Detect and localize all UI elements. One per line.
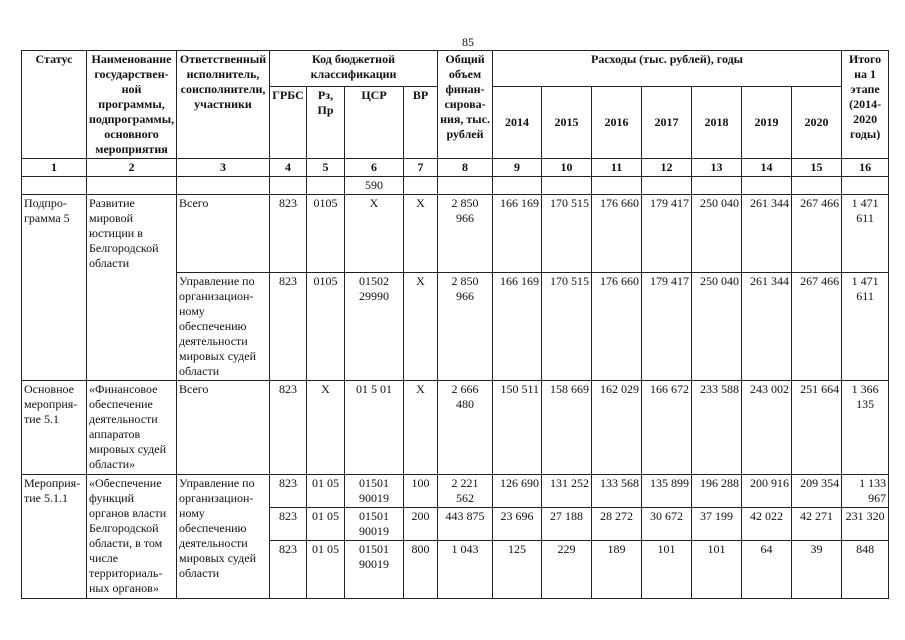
- header-name: Наименование государствен- ной программы, подпрограммы, основного мероприятия: [87, 51, 177, 159]
- header-total-volume: Общий объем финан- сирова- ния, тыс. рублей: [438, 51, 493, 159]
- cell-year-value: 150 511: [493, 381, 542, 475]
- header-rzpr: Рз, Пр: [307, 87, 345, 159]
- cell-year-value: 261 344: [742, 195, 792, 273]
- cell-year-value: 42 022: [742, 508, 792, 541]
- cell-year-value: 170 515: [542, 273, 592, 381]
- cell-total: 443 875: [438, 508, 493, 541]
- cell-rzpr: 0105: [307, 273, 345, 381]
- cell-vr: X: [404, 381, 438, 475]
- cell-rzpr: 01 05: [307, 508, 345, 541]
- header-itogo: Итого на 1 этапе (2014- 2020 годы): [842, 51, 889, 159]
- cell-year-value: 131 252: [542, 475, 592, 508]
- cell-year-value: 64: [742, 541, 792, 599]
- cell-itogo: 1 366 135: [842, 381, 889, 475]
- cell-itogo: 1 133 967: [842, 475, 889, 508]
- csr-note-row: [22, 177, 889, 195]
- row-name: Развитие мировой юстиции в Белгородской области: [87, 195, 177, 381]
- header-grbs: ГРБС: [270, 87, 307, 159]
- cell-total: 2 221 562: [438, 475, 493, 508]
- row-status: Мероприя- тие 5.1.1: [22, 475, 87, 599]
- budget-table: [21, 50, 889, 599]
- cell-total: 2 666 480: [438, 381, 493, 475]
- cell-grbs: 823: [270, 381, 307, 475]
- cell-year-value: 209 354: [792, 475, 842, 508]
- cell-year-value: 27 188: [542, 508, 592, 541]
- header-executor: Ответственный исполнитель, соисполнители, участники: [177, 51, 270, 159]
- cell-year-value: 251 664: [792, 381, 842, 475]
- cell-grbs: 823: [270, 195, 307, 273]
- cell-year-value: 126 690: [493, 475, 542, 508]
- row-executor: Всего: [177, 195, 270, 273]
- row-status: Основное мероприя- тие 5.1: [22, 381, 87, 475]
- column-number: 4: [270, 159, 307, 177]
- table-row: [22, 475, 889, 508]
- column-number: 8: [438, 159, 493, 177]
- column-number: 5: [307, 159, 345, 177]
- column-number: 2: [87, 159, 177, 177]
- cell-total: 1 043: [438, 541, 493, 599]
- row-executor: Управление по организацион- ному обеспечению деятельности мировых судей области: [177, 475, 270, 599]
- cell-year-value: 267 466: [792, 195, 842, 273]
- column-number: 14: [742, 159, 792, 177]
- header-expenses: Расходы (тыс. рублей), годы: [493, 51, 842, 87]
- header-year: 2020: [792, 87, 842, 159]
- header-kbk: Код бюджетной классификации: [270, 51, 438, 87]
- cell-year-value: 243 002: [742, 381, 792, 475]
- cell-itogo: 1 471 611: [842, 273, 889, 381]
- column-number: 15: [792, 159, 842, 177]
- cell-rzpr: 01 05: [307, 541, 345, 599]
- cell-year-value: 101: [692, 541, 742, 599]
- cell-year-value: 166 672: [642, 381, 692, 475]
- cell-year-value: 176 660: [592, 273, 642, 381]
- cell-vr: 200: [404, 508, 438, 541]
- column-numbers-row: [22, 159, 889, 177]
- cell-year-value: 101: [642, 541, 692, 599]
- row-executor: Всего: [177, 381, 270, 475]
- column-number: 12: [642, 159, 692, 177]
- cell-csr: 01501 90019: [345, 508, 404, 541]
- cell-csr: 01 5 01: [345, 381, 404, 475]
- cell-year-value: 189: [592, 541, 642, 599]
- cell-year-value: 162 029: [592, 381, 642, 475]
- cell-year-value: 170 515: [542, 195, 592, 273]
- header-year: 2018: [692, 87, 742, 159]
- header-year: 2017: [642, 87, 692, 159]
- cell-vr: X: [404, 195, 438, 273]
- cell-year-value: 179 417: [642, 273, 692, 381]
- csr-note: 590: [345, 177, 404, 195]
- cell-vr: X: [404, 273, 438, 381]
- cell-year-value: 135 899: [642, 475, 692, 508]
- cell-grbs: 823: [270, 508, 307, 541]
- cell-year-value: 133 568: [592, 475, 642, 508]
- cell-year-value: 166 169: [493, 195, 542, 273]
- cell-csr: 01501 90019: [345, 541, 404, 599]
- column-number: 13: [692, 159, 742, 177]
- cell-year-value: 196 288: [692, 475, 742, 508]
- cell-year-value: 233 588: [692, 381, 742, 475]
- cell-year-value: 39: [792, 541, 842, 599]
- cell-rzpr: 0105: [307, 195, 345, 273]
- cell-itogo: 848: [842, 541, 889, 599]
- cell-year-value: 250 040: [692, 195, 742, 273]
- row-executor: Управление по организацион- ному обеспечению деятельности мировых судей области: [177, 273, 270, 381]
- header-year: 2016: [592, 87, 642, 159]
- column-number: 3: [177, 159, 270, 177]
- cell-year-value: 179 417: [642, 195, 692, 273]
- column-number: 10: [542, 159, 592, 177]
- table-row: [22, 195, 889, 273]
- cell-csr: 01501 90019: [345, 475, 404, 508]
- cell-vr: 100: [404, 475, 438, 508]
- page-number: 85: [462, 35, 474, 49]
- cell-vr: 800: [404, 541, 438, 599]
- row-status: Подпро- грамма 5: [22, 195, 87, 381]
- cell-total: 2 850 966: [438, 273, 493, 381]
- column-number: 1: [22, 159, 87, 177]
- column-number: 7: [404, 159, 438, 177]
- cell-year-value: 176 660: [592, 195, 642, 273]
- cell-year-value: 250 040: [692, 273, 742, 381]
- header-year: 2014: [493, 87, 542, 159]
- cell-csr: X: [345, 195, 404, 273]
- row-name: «Финансовое обеспечение деятельности аппаратов мировых судей области»: [87, 381, 177, 475]
- cell-rzpr: X: [307, 381, 345, 475]
- header-year: 2019: [742, 87, 792, 159]
- cell-year-value: 158 669: [542, 381, 592, 475]
- row-name: «Обеспечение функций органов власти Белгородской области, в том числе территориаль- ных органов»: [87, 475, 177, 599]
- column-number: 9: [493, 159, 542, 177]
- column-number: 11: [592, 159, 642, 177]
- cell-itogo: 1 471 611: [842, 195, 889, 273]
- header-vr: ВР: [404, 87, 438, 159]
- cell-year-value: 200 916: [742, 475, 792, 508]
- column-number: 6: [345, 159, 404, 177]
- cell-year-value: 28 272: [592, 508, 642, 541]
- cell-grbs: 823: [270, 541, 307, 599]
- cell-year-value: 42 271: [792, 508, 842, 541]
- cell-year-value: 166 169: [493, 273, 542, 381]
- column-number: 16: [842, 159, 889, 177]
- cell-year-value: 229: [542, 541, 592, 599]
- header-year: 2015: [542, 87, 592, 159]
- header-csr: ЦСР: [345, 87, 404, 159]
- cell-year-value: 37 199: [692, 508, 742, 541]
- cell-year-value: 23 696: [493, 508, 542, 541]
- header-status: Статус: [22, 51, 87, 159]
- cell-rzpr: 01 05: [307, 475, 345, 508]
- cell-itogo: 231 320: [842, 508, 889, 541]
- cell-year-value: 30 672: [642, 508, 692, 541]
- table-row: [22, 381, 889, 475]
- cell-year-value: 267 466: [792, 273, 842, 381]
- cell-csr: 01502 29990: [345, 273, 404, 381]
- cell-year-value: 125: [493, 541, 542, 599]
- cell-year-value: 261 344: [742, 273, 792, 381]
- cell-grbs: 823: [270, 273, 307, 381]
- cell-grbs: 823: [270, 475, 307, 508]
- cell-total: 2 850 966: [438, 195, 493, 273]
